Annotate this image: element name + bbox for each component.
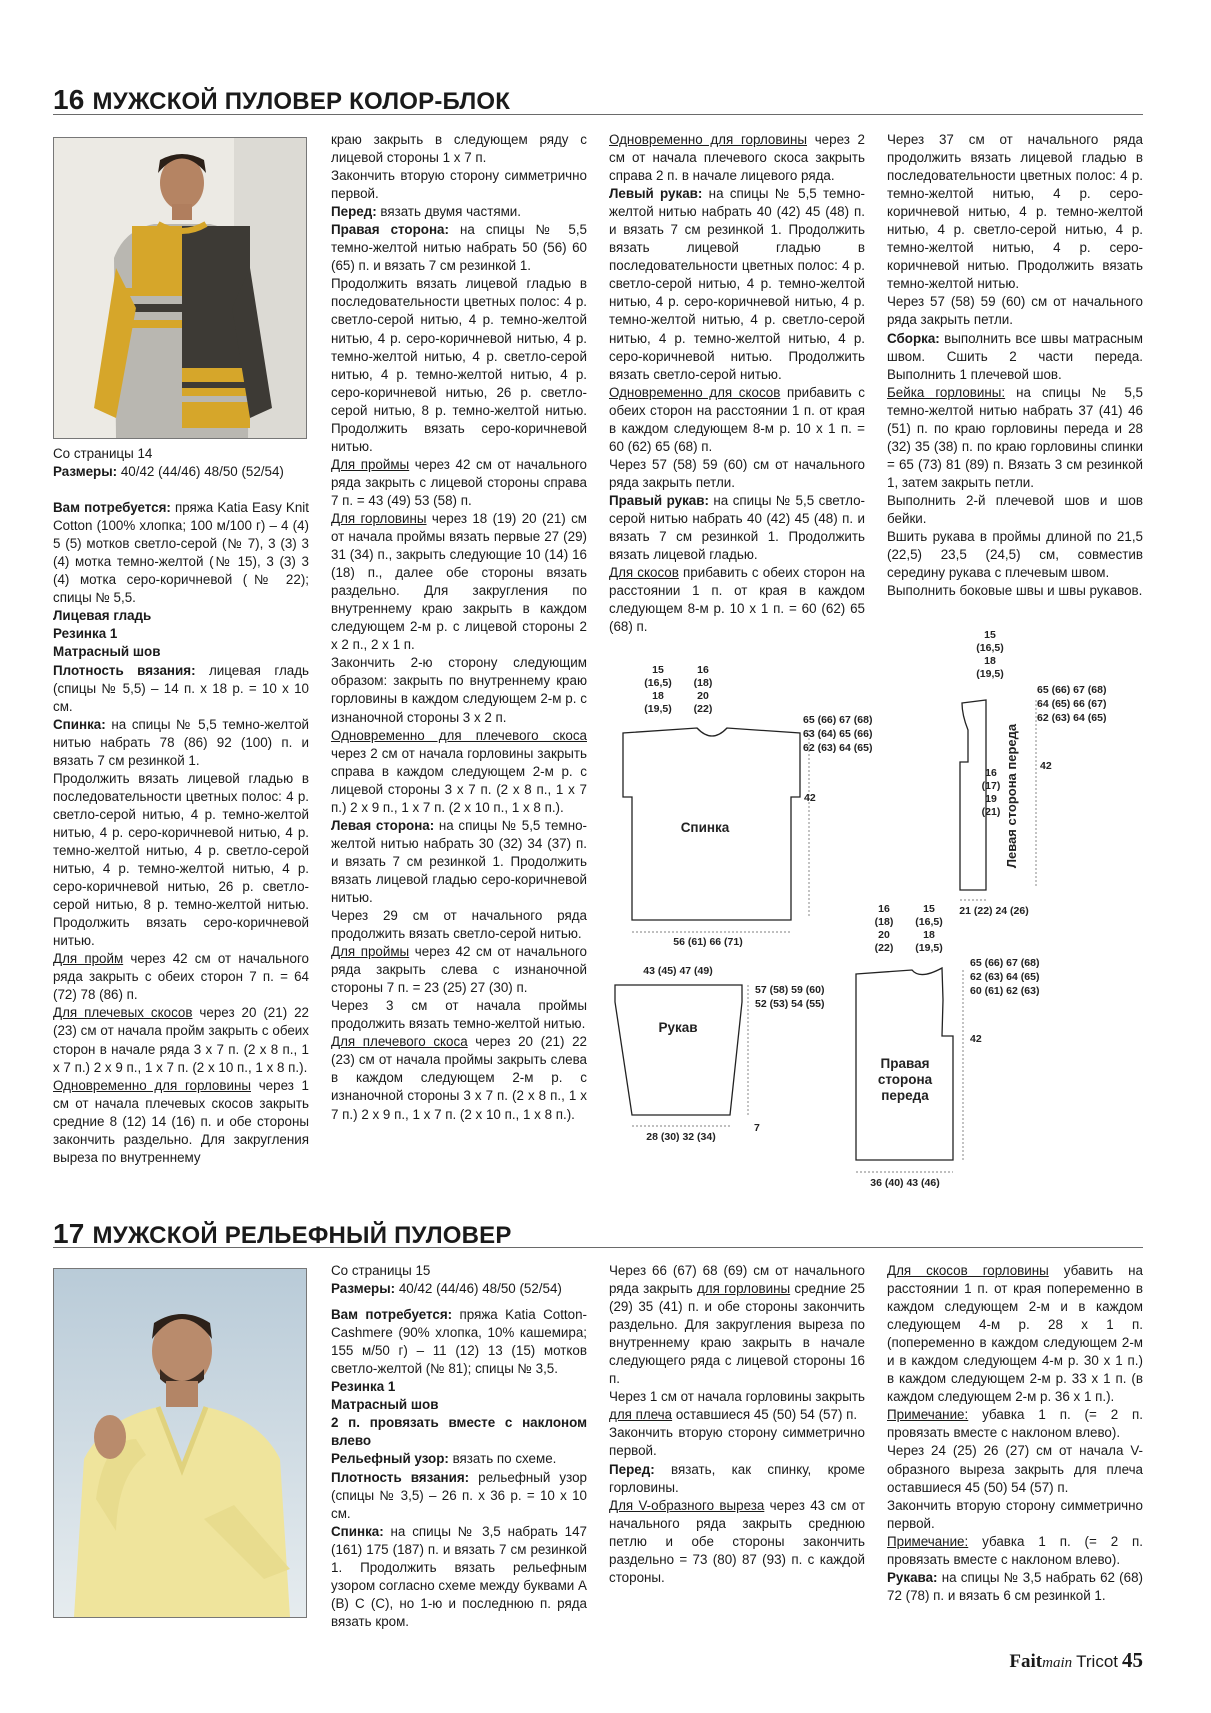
- page-number: 45: [1122, 1648, 1143, 1672]
- left-front-top-4: (19,5): [976, 668, 1004, 680]
- paragraph: Выполнить боковые швы и швы рукавов.: [887, 583, 1143, 599]
- paragraph: Для пройм через 42 см от начального ряда закрыть с обеих сторон 7 п. = 64 (72) 78 (86) п.: [53, 951, 309, 1003]
- section16-number: 16: [53, 84, 85, 115]
- paragraph: Продолжить вязать лицевой гладью в последовательности цветных полос: 4 р. светло-серой нитью, 4 р. темно-желтой нитью, 4 р. серо-коричневой нитью, 4 р. темно-желтой нитью, 4 р. светло-серой нитью, 4 р. темно-желтой нитью, 4 р. серо-коричневой нитью, 26 р. светло-серой нитью, 8 р. темно-желтой нитью. Продолжить вязать серо-коричневой нитью.: [53, 770, 309, 949]
- paragraph: Для скосов прибавить с обеих сторон на расстоянии 1 п. от края в каждом следующем 8-м р. 10 х 1 п. = 60 (62) 65 (68) п.: [609, 565, 865, 635]
- sleeve-rib: 7: [754, 1122, 760, 1134]
- right-front-neck-right-3: 18: [923, 929, 935, 941]
- paragraph: Закончить вторую сторону симметрично первой.: [331, 168, 587, 202]
- left-front-label: Левая сторона переда: [1004, 723, 1019, 869]
- sleeve-height-1: 57 (58) 59 (60): [755, 984, 825, 996]
- density: Плотность вязания: рельефный узор (спицы № 3,5) – 26 п. х 36 р. = 10 х 10 см.: [331, 1469, 587, 1521]
- right-front-label-3: переда: [881, 1088, 929, 1103]
- stitch: Резинка 1: [331, 1379, 396, 1395]
- back-height-1: 65 (66) 67 (68): [803, 714, 873, 726]
- paragraph: Закончить вторую сторону симметрично первой.: [887, 1497, 1143, 1531]
- section17-col4: [887, 1262, 1143, 1605]
- left-side-instructions: Левая сторона: на спицы № 5,5 темно-желтой нитью набрать 30 (32) 34 (37) п. и вязать 7 см резинкой 1. Продолжить вязать лицевой гладью серо-коричневой нитью.: [331, 817, 587, 905]
- paragraph: Для проймы через 42 см от начального ряда закрыть с лицевой стороны справа 7 п. = 43 (49) 53 (58) п.: [331, 456, 587, 508]
- sizes: Размеры: 40/42 (44/46) 48/50 (52/54): [331, 1281, 562, 1297]
- back-instructions: Спинка: на спицы № 3,5 набрать 147 (161) 175 (187) п. и вязать 7 см резинкой 1. Продолжить вязать рельефным узором согласно схеме между буквами А (В) С (С), но 1-ю и последнюю п. ряда вязать кром.: [331, 1523, 587, 1629]
- front-instructions: Перед: вязать, как спинку, кроме горловины.: [609, 1461, 865, 1495]
- left-front-top-2: (16,5): [976, 642, 1004, 654]
- sleeve-instructions: Рукава: на спицы № 3,5 набрать 62 (68) 72 (78) п. и вязать 6 см резинкой 1.: [887, 1569, 1143, 1603]
- paragraph: Одновременно для скосов прибавить с обеих сторон на расстоянии 1 п. от края в каждом следующем 8-м р. 10 х 1 п. = 60 (62) 65 (68) п.: [609, 384, 865, 454]
- paragraph: Через 24 (25) 26 (27) см от начала V-образного выреза закрыть для плеча оставшиеся 45 (50) 54 (57) п.: [887, 1443, 1143, 1495]
- left-front-height-1: 65 (66) 67 (68): [1037, 684, 1107, 696]
- stitch: Лицевая гладь: [53, 608, 152, 624]
- paragraph: Через 66 (67) 68 (69) см от начального ряда закрыть для горловины средние 25 (29) 35 (41) п. и обе стороны закончить раздельно. Для закругления выреза по внутреннему краю закрыть в начале следующего ряда с лицевой стороны 16 п.: [609, 1263, 865, 1387]
- sleeve-outline: [615, 985, 742, 1115]
- left-front-top-1: 15: [984, 629, 996, 641]
- right-front-armhole: 42: [970, 1033, 982, 1045]
- back-instructions: Спинка: на спицы № 5,5 темно-желтой нитью набрать 78 (86) 92 (100) п. и вязать 7 см резинкой 1.: [53, 716, 309, 768]
- paragraph: Через 1 см от начала горловины закрыть для плеча оставшиеся 45 (50) 54 (57) п.: [609, 1389, 865, 1423]
- paragraph: Одновременно для горловины через 1 см от начала плечевых скосов закрыть средние 8 (12) 14 (16) п. и обе стороны закончить раздельно. Для закругления выреза по внутреннему: [53, 1077, 309, 1165]
- right-front-neck-right-1: 15: [923, 903, 935, 915]
- left-front-height-3: 62 (63) 64 (65): [1037, 712, 1107, 724]
- back-neck-left-1: 15: [652, 664, 664, 676]
- left-front-neck-1: 16: [985, 767, 997, 779]
- back-width: 56 (61) 66 (71): [673, 936, 743, 948]
- footer-brand-fait: Fait: [1009, 1651, 1043, 1672]
- right-front-label-1: Правая: [880, 1056, 930, 1071]
- paragraph: Вшить рукава в проймы длиной по 21,5 (22,5) 23,5 (24,5) см, совместив середину рукава с плечевым швом.: [887, 529, 1143, 581]
- right-front-neck-left-2: (18): [874, 916, 894, 928]
- right-front-height-3: 60 (61) 62 (63): [970, 985, 1040, 997]
- assembly-instructions: Сборка: выполнить все швы матрасным швом. Сшить 2 части переда. Выполнить 1 плечевой шов.: [887, 330, 1143, 382]
- section17-number: 17: [53, 1218, 85, 1249]
- right-side-instructions: Правая сторона: на спицы № 5,5 темно-желтой нитью набрать 50 (56) 60 (65) п. и вязать 7 см резинкой 1.: [331, 222, 587, 274]
- section17-col3: [609, 1262, 865, 1587]
- section16-title: [53, 84, 510, 116]
- materials: Вам потребуется: пряжа Katia Cotton-Cashmere (90% хлопка, 10% кашемира; 155 м/50 г) – 11 (12) 13 (15) мотков светло-желтой (№ 81); спицы № 3,5.: [331, 1307, 587, 1377]
- back-neck-right-1: 16: [697, 664, 709, 676]
- back-neck-right-3: 20: [697, 690, 709, 702]
- section16-col1: [53, 445, 309, 1167]
- back-neck-right-2: (18): [693, 677, 713, 689]
- note: Примечание: убавка 1 п. (= 2 п. провязать вместе с наклоном влево).: [887, 1533, 1143, 1567]
- paragraph: Через 29 см от начального ряда продолжить вязать светло-серой нитью.: [331, 908, 587, 942]
- stitch: Резинка 1: [53, 626, 118, 642]
- section17-rule: [53, 1247, 1143, 1248]
- right-front-height-2: 62 (63) 64 (65): [970, 971, 1040, 983]
- sleeve-width: 28 (30) 32 (34): [646, 1131, 716, 1143]
- section16-col3: [609, 131, 865, 636]
- left-front-armhole: 42: [1040, 760, 1052, 772]
- sleeve-label: Рукав: [658, 1020, 698, 1035]
- paragraph: Выполнить 2-й плечевой шов и шов бейки.: [887, 492, 1143, 526]
- right-front-neck-left-1: 16: [878, 903, 890, 915]
- from-page: Со страницы 14: [53, 446, 153, 461]
- schematics: [600, 625, 1160, 1195]
- page-footer: [1009, 1648, 1143, 1673]
- section17-title: [53, 1218, 512, 1250]
- back-neck-left-4: (19,5): [644, 703, 672, 715]
- right-front-height-1: 65 (66) 67 (68): [970, 957, 1040, 969]
- sleeve-top: 43 (45) 47 (49): [643, 965, 713, 977]
- section16-photo: [53, 137, 307, 439]
- paragraph: Через 57 (58) 59 (60) см от начального ряда закрыть петли.: [887, 294, 1143, 328]
- paragraph: Для проймы через 42 см от начального ряда закрыть слева с изнаночной стороны 7 п. = 23 (25) 27 (30) п.: [331, 944, 587, 996]
- sizes: Размеры: 40/42 (44/46) 48/50 (52/54): [53, 464, 284, 480]
- section16-heading: МУЖСКОЙ ПУЛОВЕР КОЛОР-БЛОК: [92, 88, 511, 115]
- back-armhole: 42: [804, 792, 816, 804]
- left-sleeve-instructions: Левый рукав: на спицы № 5,5 темно-желтой нитью набрать 40 (42) 45 (48) п. и вязать 7 см резинкой 1. Продолжить вязать лицевой гладью в последовательности цветных полос: 4 р. светло-серой нитью, 4 р. темно-желтой нитью, 4 р. серо-коричневой нитью, 4 р. темно-желтой нитью, 4 р. светло-серой нитью, 4 р. темно-желтой нитью, 4 р. серо-коричневой нитью. Продолжить вязать светло-серой нитью.: [609, 186, 865, 382]
- from-page: Со страницы 15: [331, 1263, 431, 1278]
- density: Плотность вязания: лицевая гладь (спицы № 5,5) – 14 п. х 18 р. = 10 х 10 см.: [53, 662, 309, 714]
- right-front-width: 36 (40) 43 (46): [870, 1177, 940, 1189]
- paragraph: Через 57 (58) 59 (60) см от начального ряда закрыть петли.: [609, 456, 865, 490]
- left-front-outline: [960, 700, 986, 890]
- paragraph: Одновременно для плечевого скоса через 2 см от начала горловины закрыть справа в каждом следующем 2-м р. с лицевой стороны 3 х 7 п. (2 х 8 п., 1 х 7 п.) 2 х 9 п., 1 х 7 п. (2 х 10 п., 1 х 8 п.).: [331, 727, 587, 815]
- right-front-neck-right-4: (19,5): [915, 942, 943, 954]
- paragraph: Продолжить вязать лицевой гладью в последовательности цветных полос: 4 р. светло-серой нитью, 4 р. темно-желтой нитью, 4 р. серо-коричневой нитью, 4 р. темно-желтой нитью, 4 р. светло-серой нитью, 4 р. темно-желтой нитью, 4 р. серо-коричневой нитью, 26 р. светло-серой нитью, 8 р. темно-желтой нитью. Продолжить вязать серо-коричневой нитью.: [331, 276, 587, 454]
- paragraph: Закончить вторую сторону симметрично первой.: [609, 1425, 865, 1459]
- note: Примечание: убавка 1 п. (= 2 п. провязать вместе с наклоном влево).: [887, 1407, 1143, 1441]
- back-label: Спинка: [680, 820, 730, 835]
- paragraph: Закончить 2-ю сторону следующим образом: закрыть по внутреннему краю горловины в каждом следующем 2-м р. с изнаночной стороны 3 х 2 п.: [331, 655, 587, 725]
- paragraph: Для плечевого скоса через 20 (21) 22 (23) см от начала проймы закрыть слева в каждом следующем 2-м р. с изнаночной стороны 3 х 7 п. (2 х 8 п., 1 х 7 п.) 2 х 9 п., 1 х 7 п. (2 х 10 п., 1 х 8 п.).: [331, 1034, 587, 1122]
- footer-brand-main: main: [1042, 1655, 1073, 1671]
- left-front-neck-3: 19: [985, 793, 997, 805]
- right-front-neck-left-4: (22): [874, 942, 894, 954]
- paragraph: краю закрыть в следующем ряду с лицевой стороны 1 х 7 п.: [331, 132, 587, 166]
- paragraph: Одновременно для горловины через 2 см от начала плечевого скоса закрыть справа 2 п. в начале лицевого ряда.: [609, 132, 865, 184]
- left-front-height-2: 64 (65) 66 (67): [1037, 698, 1107, 710]
- materials: Вам потребуется: пряжа Katia Easy Knit Cotton (100% хлопка; 100 м/100 г) – 4 (4) 5 (5) мотков светло-серой (№ 7), 3 (3) 3 (4) мотка темно-желтой (№ 15), 3 (3) 3 (4) мотка серо-коричневой (№ 22); спицы № 5,5.: [53, 500, 309, 606]
- right-sleeve-instructions: Правый рукав: на спицы № 5,5 светло-серой нитью набрать 40 (42) 45 (48) п. и вязать 7 см резинкой 1. Продолжить вязать лицевой гладью.: [609, 492, 865, 563]
- relief-pattern: Рельефный узор: вязать по схеме.: [331, 1451, 557, 1467]
- sleeve-height-2: 52 (53) 54 (55): [755, 998, 825, 1010]
- left-front-width: 21 (22) 24 (26): [959, 905, 1029, 917]
- back-neck-left-3: 18: [652, 690, 664, 702]
- paragraph: Через 3 см от начала проймы продолжить вязать темно-желтой нитью.: [331, 998, 587, 1032]
- paragraph: Для скосов горловины убавить на расстоянии 1 п. от края попеременно в каждом следующем 2-м и в каждом следующем 4-м р. 28 х 1 п. (попеременно в каждом следующем 2-м и в каждом следующем 4-м р. 30 х 1 п.) в каждом следующем 2-м р. 33 х 1 п. (в каждом следующем 2-м р. 36 х 1 п.).: [887, 1263, 1143, 1405]
- stitch: 2 п. провязать вместе с наклоном влево: [331, 1415, 587, 1449]
- footer-brand-tricot: Tricot: [1076, 1652, 1118, 1671]
- right-front-label-2: сторона: [877, 1072, 933, 1087]
- back-neck-left-2: (16,5): [644, 677, 672, 689]
- right-front-neck-right-2: (16,5): [915, 916, 943, 928]
- section17-photo: [53, 1268, 307, 1618]
- paragraph: Через 37 см от начального ряда продолжить вязать лицевой гладью в последовательности цветных полос: 4 р. темно-желтой нитью, 4 р. серо-коричневой нитью, 4 р. темно-желтой нитью, 4 р. светло-серой нитью, 4 р. темно-желтой нитью, 4 р. серо-коричневой нитью. Продолжить вязать темно-желтой нитью.: [887, 132, 1143, 292]
- paragraph: Для V-образного выреза через 43 см от начального ряда закрыть среднюю петлю и обе стороны закончить раздельно = 73 (80) 87 (93) п. с каждой стороны.: [609, 1497, 865, 1585]
- paragraph: Бейка горловины: на спицы № 5,5 темно-желтой нитью набрать 37 (41) 46 (51) п. по краю горловины переда и 28 (32) 35 (38) п. по краю горловины спинки = 65 (73) 81 (89) п. Вязать 3 см резинкой 1, затем закрыть петли.: [887, 384, 1143, 490]
- back-neck-right-4: (22): [693, 703, 713, 715]
- right-front-neck-left-3: 20: [878, 929, 890, 941]
- left-front-top-3: 18: [984, 655, 996, 667]
- left-front-neck-4: (21): [981, 806, 1001, 818]
- section16-rule: [53, 114, 1143, 115]
- front-instructions: Перед: вязать двумя частями.: [331, 204, 521, 220]
- section17-col2: [331, 1262, 587, 1631]
- paragraph: Для горловины через 18 (19) 20 (21) см от начала проймы вязать первые 27 (29) 31 (34) п., закрыть следующие 10 (14) 16 (18) п., далее обе стороны вязать раздельно. Для закругления по внутреннему краю закрыть в каждом следующем 2-м р. с лицевой стороны 2 х 2 п., 2 х 1 п.: [331, 510, 587, 653]
- section17-heading: МУЖСКОЙ РЕЛЬЕФНЫЙ ПУЛОВЕР: [92, 1222, 512, 1249]
- stitch: Матрасный шов: [53, 644, 161, 660]
- back-height-2: 63 (64) 65 (66): [803, 728, 873, 740]
- section16-col4: [887, 131, 1143, 600]
- stitch: Матрасный шов: [331, 1397, 439, 1413]
- left-front-neck-2: (17): [981, 780, 1001, 792]
- back-height-3: 62 (63) 64 (65): [803, 742, 873, 754]
- paragraph: Для плечевых скосов через 20 (21) 22 (23) см от начала пройм закрыть с обеих сторон в начале ряда 3 х 7 п. (2 х 8 п., 1 х 7 п.) 2 х 9 п., 1 х 7 п. (2 х 10 п., 1 х 8 п.).: [53, 1005, 309, 1075]
- section16-col2: [331, 131, 587, 1124]
